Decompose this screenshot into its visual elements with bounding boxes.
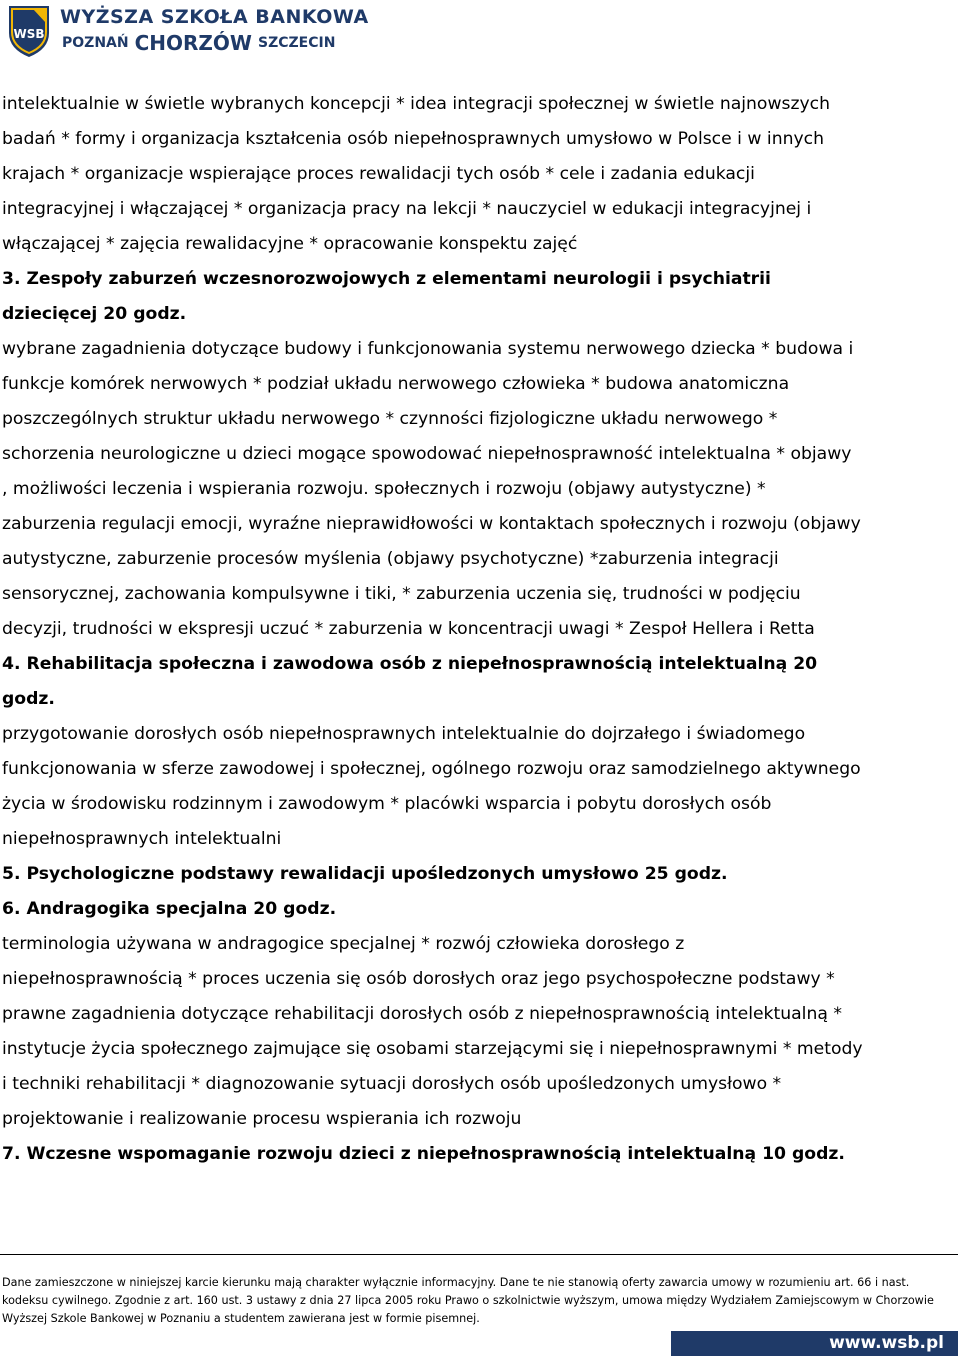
body-text-line: wybrane zagadnienia dotyczące budowy i funkcjonowania systemu nerwowego dziecka * budowa i bbox=[2, 339, 854, 359]
body-text-line: zaburzenia regulacji emocji, wyraźne nieprawidłowości w kontaktach społecznych i rozwoju (objawy bbox=[2, 514, 861, 534]
body-text-line: krajach * organizacje wspierające proces rewalidacji tych osób * cele i zadania edukacji bbox=[2, 164, 755, 184]
footer-disclaimer bbox=[2, 1274, 958, 1328]
brand-cities bbox=[62, 31, 335, 55]
section-heading-line: 6. Andragogika specjalna 20 godz. bbox=[2, 899, 337, 919]
section-heading-line: 3. Zespoły zaburzeń wczesnorozwojowych z elementami neurologii i psychiatrii bbox=[2, 269, 771, 289]
section-heading-line: dziecięcej 20 godz. bbox=[2, 304, 187, 324]
body-text-line: włączającej * zajęcia rewalidacyjne * opracowanie konspektu zajęć bbox=[2, 234, 578, 254]
logo-text: WSB bbox=[13, 27, 45, 41]
body-text-line: terminologia używana w andragogice specjalnej * rozwój człowieka dorosłego z bbox=[2, 934, 685, 954]
body-text-line: funkcje komórek nerwowych * podział układu nerwowego człowieka * budowa anatomiczna bbox=[2, 374, 790, 394]
footer-line: kodeksu cywilnego. Zgodnie z art. 160 ust. 3 ustawy z dnia 27 lipca 2005 roku Prawo o szkolnictwie wyższym, umowa między Wydziałem Zamiejscowym w Chorzowie bbox=[2, 1294, 934, 1307]
footer-divider bbox=[0, 1254, 958, 1255]
city-left: POZNAŃ bbox=[62, 35, 129, 51]
footer-line: Dane zamieszczone w niniejszej karcie kierunku mają charakter wyłącznie informacyjny. Dane te nie stanowią oferty zawarcia umowy w rozumieniu art. 66 i nast. bbox=[2, 1276, 910, 1289]
section-heading-line: 7. Wczesne wspomaganie rozwoju dzieci z niepełnosprawnością intelektualną 10 godz. bbox=[2, 1144, 845, 1164]
body-text-line: , możliwości leczenia i wspierania rozwoju. społecznych i rozwoju (objawy autystyczne) * bbox=[2, 479, 766, 499]
section-heading-line: godz. bbox=[2, 689, 55, 709]
brand-name: WYŻSZA SZKOŁA BANKOWA bbox=[60, 6, 369, 28]
body-text-line: schorzenia neurologiczne u dzieci mogące spowodować niepełnosprawność intelektualna * objawy bbox=[2, 444, 852, 464]
wsb-logo-icon bbox=[6, 3, 52, 59]
body-text-line: autystyczne, zaburzenie procesów myślenia (objawy psychotyczne) *zaburzenia integracji bbox=[2, 549, 779, 569]
page-header bbox=[0, 0, 960, 64]
city-main: CHORZÓW bbox=[134, 31, 252, 55]
body-text-line: decyzji, trudności w ekspresji uczuć * zaburzenia w koncentracji uwagi * Zespoł Hellera i Retta bbox=[2, 619, 815, 639]
body-text-line: przygotowanie dorosłych osób niepełnosprawnych intelektualnie do dojrzałego i świadomego bbox=[2, 724, 806, 744]
footer-line: Wyższej Szkole Bankowej w Poznaniu a studentem zawierana jest w formie pisemnej. bbox=[2, 1312, 480, 1325]
body-text-line: intelektualnie w świetle wybranych koncepcji * idea integracji społecznej w świetle najnowszych bbox=[2, 94, 830, 114]
section-heading-line: 5. Psychologiczne podstawy rewalidacji upośledzonych umysłowo 25 godz. bbox=[2, 864, 728, 884]
website-url[interactable]: www.wsb.pl bbox=[829, 1333, 944, 1353]
city-right: SZCZECIN bbox=[257, 35, 336, 51]
document-body bbox=[2, 87, 958, 1172]
body-text-line: integracyjnej i włączającej * organizacja pracy na lekcji * nauczyciel w edukacji integracyjnej i bbox=[2, 199, 812, 219]
website-banner bbox=[671, 1331, 958, 1356]
body-text-line: i techniki rehabilitacji * diagnozowanie sytuacji dorosłych osób upośledzonych umysłowo * bbox=[2, 1074, 782, 1094]
body-text-line: projektowanie i realizowanie procesu wspierania ich rozwoju bbox=[2, 1109, 522, 1129]
body-text-line: niepełnosprawnych intelektualni bbox=[2, 829, 282, 849]
body-text-line: badań * formy i organizacja kształcenia osób niepełnosprawnych umysłowo w Polsce i w innych bbox=[2, 129, 824, 149]
body-text-line: poszczególnych struktur układu nerwowego * czynności fizjologiczne układu nerwowego * bbox=[2, 409, 778, 429]
body-text-line: życia w środowisku rodzinnym i zawodowym * placówki wsparcia i pobytu dorosłych osób bbox=[2, 794, 772, 814]
body-text-line: instytucje życia społecznego zajmujące się osobami starzejącymi się i niepełnosprawnymi * metody bbox=[2, 1039, 863, 1059]
section-heading-line: 4. Rehabilitacja społeczna i zawodowa osób z niepełnosprawnością intelektualną 20 bbox=[2, 654, 818, 674]
body-text-line: funkcjonowania w sferze zawodowej i społecznej, ogólnego rozwoju oraz samodzielnego aktywnego bbox=[2, 759, 861, 779]
body-text-line: niepełnosprawnością * proces uczenia się osób dorosłych oraz jego psychospołeczne podstawy * bbox=[2, 969, 835, 989]
body-text-line: sensorycznej, zachowania kompulsywne i tiki, * zaburzenia uczenia się, trudności w podjęciu bbox=[2, 584, 801, 604]
body-text-line: prawne zagadnienia dotyczące rehabilitacji dorosłych osób z niepełnosprawnością intelektualną * bbox=[2, 1004, 842, 1024]
